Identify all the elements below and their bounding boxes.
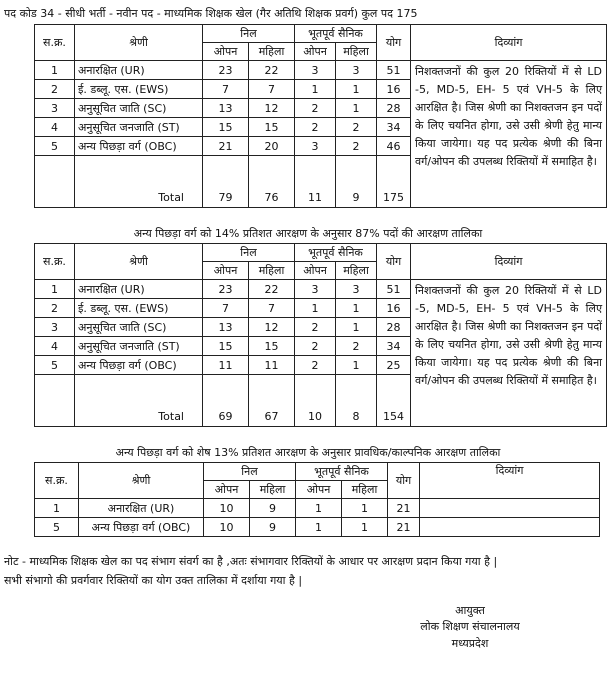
cell-sno: 5 <box>35 356 75 375</box>
cell-category: ई. डब्लू. एस. (EWS) <box>75 299 203 318</box>
cell-divyang-empty <box>420 499 600 518</box>
table-row <box>35 61 607 80</box>
col-total-header: योग <box>377 244 411 280</box>
cell-sno-empty <box>35 375 75 427</box>
cell-female: 22 <box>249 280 295 299</box>
cell-ex-open: 2 <box>295 356 336 375</box>
cell-category: ई. डब्लू. एस. (EWS) <box>75 80 203 99</box>
cell-ex-female: 1 <box>336 80 377 99</box>
cell-ex-female: 3 <box>336 280 377 299</box>
col-open-header: ओपन <box>203 262 249 280</box>
table1-heading: पद कोड 34 - सीधी भर्ती - नवीन पद - माध्यमिक शिक्षक खेल (गैर अतिथि शिक्षक प्रवर्ग) कुल पद 175 <box>4 7 418 20</box>
cell-female: 9 <box>250 499 296 518</box>
cell-ex-open: 11 <box>295 156 336 208</box>
col-nil-header: निल <box>203 25 295 43</box>
cell-ex-female: 2 <box>336 337 377 356</box>
cell-ex-open: 3 <box>295 280 336 299</box>
col-female-header: महिला <box>249 262 295 280</box>
cell-ex-female: 8 <box>336 375 377 427</box>
cell-total: 25 <box>377 356 411 375</box>
cell-ex-open: 1 <box>296 518 342 537</box>
col-ex-female-header: महिला <box>336 43 377 61</box>
cell-total: 21 <box>388 499 420 518</box>
col-exserviceman-header: भूतपूर्व सैनिक <box>295 25 377 43</box>
cell-ex-female: 2 <box>336 118 377 137</box>
cell-ex-open: 10 <box>295 375 336 427</box>
cell-open: 7 <box>203 299 249 318</box>
cell-female: 7 <box>249 299 295 318</box>
cell-female: 67 <box>249 375 295 427</box>
cell-total-label: Total <box>75 375 203 427</box>
cell-total: 51 <box>377 61 411 80</box>
cell-total: 16 <box>377 299 411 318</box>
cell-total-label: Total <box>75 156 203 208</box>
cell-total: 154 <box>377 375 411 427</box>
cell-female: 20 <box>249 137 295 156</box>
note-line-2: सभी संभागो की प्रवर्गवार रिक्तियों का योग उक्त तालिका में दर्शाया गया है | <box>4 574 303 587</box>
col-category-header: श्रेणी <box>75 244 203 280</box>
cell-ex-female: 3 <box>336 61 377 80</box>
cell-open: 13 <box>203 99 249 118</box>
cell-category: अनारक्षित (UR) <box>75 280 203 299</box>
cell-open: 23 <box>203 61 249 80</box>
cell-ex-open: 2 <box>295 118 336 137</box>
col-sno-header: स.क्र. <box>35 244 75 280</box>
cell-open: 11 <box>203 356 249 375</box>
col-total-header: योग <box>377 25 411 61</box>
cell-sno: 5 <box>35 518 79 537</box>
cell-ex-open: 1 <box>295 80 336 99</box>
cell-female: 76 <box>249 156 295 208</box>
table-row <box>35 499 600 518</box>
cell-category: अनुसूचित जाति (SC) <box>75 318 203 337</box>
cell-sno: 1 <box>35 61 75 80</box>
table3-heading: अन्य पिछड़ा वर्ग को शेष 13% प्रतिशत आरक्षण के अनुसार प्रावधिक/काल्पनिक आरक्षण तालिका <box>115 446 501 459</box>
cell-open: 15 <box>203 337 249 356</box>
col-exserviceman-header: भूतपूर्व सैनिक <box>295 244 377 262</box>
col-open-header: ओपन <box>203 43 249 61</box>
col-divyang-header: दिव्यांग <box>411 25 607 61</box>
cell-ex-open: 3 <box>295 61 336 80</box>
table1 <box>34 24 607 208</box>
col-ex-female-header: महिला <box>342 481 388 499</box>
cell-open: 69 <box>203 375 249 427</box>
cell-total: 34 <box>377 337 411 356</box>
cell-open: 23 <box>203 280 249 299</box>
cell-ex-open: 2 <box>295 99 336 118</box>
col-category-header: श्रेणी <box>79 463 204 499</box>
cell-open: 13 <box>203 318 249 337</box>
col-female-header: महिला <box>250 481 296 499</box>
cell-total: 46 <box>377 137 411 156</box>
cell-total: 16 <box>377 80 411 99</box>
cell-ex-open: 2 <box>295 318 336 337</box>
cell-category: अनुसूचित जनजाति (ST) <box>75 337 203 356</box>
col-ex-open-header: ओपन <box>296 481 342 499</box>
col-female-header: महिला <box>249 43 295 61</box>
cell-category: अन्य पिछड़ा वर्ग (OBC) <box>75 137 203 156</box>
cell-sno-empty <box>35 156 75 208</box>
cell-ex-open: 1 <box>295 299 336 318</box>
col-divyang-header: दिव्यांग <box>420 463 600 499</box>
cell-total: 28 <box>377 99 411 118</box>
cell-ex-female: 1 <box>336 99 377 118</box>
col-exserviceman-header: भूतपूर्व सैनिक <box>296 463 388 481</box>
cell-sno: 1 <box>35 499 79 518</box>
col-sno-header: स.क्र. <box>35 463 79 499</box>
note-line-1: नोट - माध्यमिक शिक्षक खेल का पद संभाग संवर्ग का है ,अतः संभागवार रिक्तियों के आधार पर आरक्षण प्रदान किया गया है | <box>4 555 498 568</box>
cell-open: 7 <box>203 80 249 99</box>
cell-open: 21 <box>203 137 249 156</box>
cell-category: अनुसूचित जनजाति (ST) <box>75 118 203 137</box>
cell-open: 15 <box>203 118 249 137</box>
cell-open: 10 <box>204 499 250 518</box>
cell-category: अन्य पिछड़ा वर्ग (OBC) <box>75 356 203 375</box>
divyang-note: निशक्तजनों की कुल 20 रिक्तियों में से LD -5, MD-5, EH- 5 एवं VH-5 के लिए आरक्षित है। जिस श्रेणी का निशक्तजन इन पदों के लिए चयनित होगा, उसे उसी श्रेणी हेतु मान्य किया जायेगा। यह पद प्रत्येक श्रेणी की बिना वर्ग/ओपन की उपलब्ध रिक्तियों में समाहित है। <box>411 280 607 427</box>
cell-ex-female: 1 <box>336 318 377 337</box>
cell-female: 12 <box>249 318 295 337</box>
cell-sno: 4 <box>35 118 75 137</box>
cell-total: 51 <box>377 280 411 299</box>
cell-ex-female: 2 <box>336 137 377 156</box>
cell-ex-female: 1 <box>336 356 377 375</box>
cell-sno: 1 <box>35 280 75 299</box>
cell-female: 9 <box>250 518 296 537</box>
cell-sno: 4 <box>35 337 75 356</box>
cell-open: 79 <box>203 156 249 208</box>
cell-ex-open: 2 <box>295 337 336 356</box>
col-total-header: योग <box>388 463 420 499</box>
cell-total: 34 <box>377 118 411 137</box>
col-nil-header: निल <box>204 463 296 481</box>
cell-category: अनारक्षित (UR) <box>75 61 203 80</box>
col-nil-header: निल <box>203 244 295 262</box>
col-ex-open-header: ओपन <box>295 43 336 61</box>
cell-ex-female: 1 <box>342 518 388 537</box>
note <box>4 552 612 590</box>
cell-ex-female: 1 <box>336 299 377 318</box>
cell-female: 15 <box>249 337 295 356</box>
cell-category: अनारक्षित (UR) <box>79 499 204 518</box>
table-row <box>35 280 607 299</box>
signature-title: आयुक्त <box>455 604 485 617</box>
cell-female: 15 <box>249 118 295 137</box>
col-category-header: श्रेणी <box>75 25 203 61</box>
col-ex-female-header: महिला <box>336 262 377 280</box>
cell-open: 10 <box>204 518 250 537</box>
table2 <box>34 243 607 427</box>
table-row <box>35 518 600 537</box>
cell-total: 28 <box>377 318 411 337</box>
col-open-header: ओपन <box>204 481 250 499</box>
col-sno-header: स.क्र. <box>35 25 75 61</box>
cell-total: 175 <box>377 156 411 208</box>
cell-divyang-empty <box>420 518 600 537</box>
divyang-note: निशक्तजनों की कुल 20 रिक्तियों में से LD -5, MD-5, EH- 5 एवं VH-5 के लिए आरक्षित है। जिस श्रेणी का निशक्तजन इन पदों के लिए चयनित होगा, उसे उसी श्रेणी हेतु मान्य किया जायेगा। यह पद प्रत्येक श्रेणी की बिना वर्ग/ओपन की उपलब्ध रिक्तियों में समाहित है। <box>411 61 607 208</box>
cell-ex-female: 1 <box>342 499 388 518</box>
cell-female: 22 <box>249 61 295 80</box>
cell-female: 7 <box>249 80 295 99</box>
table2-heading: अन्य पिछड़ा वर्ग को 14% प्रतिशत आरक्षण के अनुसार 87% पदों की आरक्षण तालिका <box>133 227 483 240</box>
signature-office: लोक शिक्षण संचालनालय <box>420 620 520 633</box>
col-ex-open-header: ओपन <box>295 262 336 280</box>
cell-female: 12 <box>249 99 295 118</box>
cell-sno: 2 <box>35 80 75 99</box>
signature-state: मध्यप्रदेश <box>451 637 489 650</box>
cell-female: 11 <box>249 356 295 375</box>
cell-category: अन्य पिछड़ा वर्ग (OBC) <box>79 518 204 537</box>
cell-sno: 2 <box>35 299 75 318</box>
cell-ex-open: 3 <box>295 137 336 156</box>
cell-sno: 3 <box>35 318 75 337</box>
col-divyang-header: दिव्यांग <box>411 244 607 280</box>
cell-category: अनुसूचित जाति (SC) <box>75 99 203 118</box>
cell-ex-female: 9 <box>336 156 377 208</box>
cell-ex-open: 1 <box>296 499 342 518</box>
table3 <box>34 462 600 537</box>
cell-sno: 5 <box>35 137 75 156</box>
cell-total: 21 <box>388 518 420 537</box>
cell-sno: 3 <box>35 99 75 118</box>
